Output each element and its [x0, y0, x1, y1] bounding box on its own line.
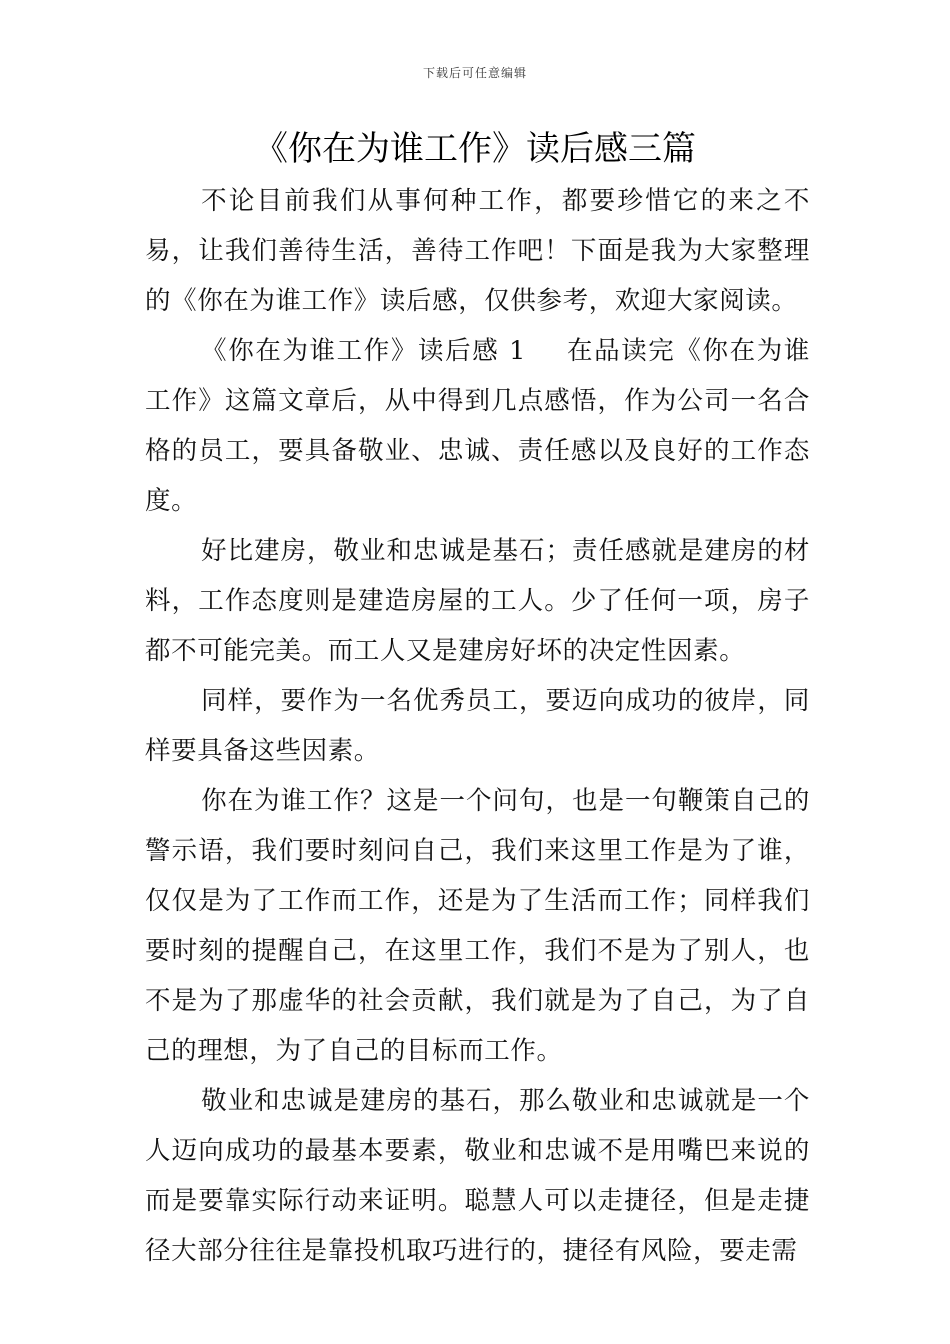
section-heading: 《你在为谁工作》读后感 1 [201, 336, 526, 366]
header-note: 下载后可任意编辑 [422, 66, 527, 80]
section-lead: 在品读完《你在为谁工 [145, 336, 810, 416]
paragraph-excellent-employee: 同样，要作为一名优秀员工，要迈向成功的彼岸，同样要具备这些因素。 [145, 686, 810, 766]
paragraph-dedication: 敬业和忠诚是建房的基石，那么敬业和忠诚就是一个人迈向成功的最基本要素，敬业和忠诚不是用嘴巴来说的而是要靠实际行动来证明。聪慧人可以走捷径，但是走捷径大部分往往是靠投机取巧进行的，捷径有风险，要走需 [145, 1086, 810, 1266]
paragraph-who-you-work-for: 你在为谁工作？这是一个问句，也是一句鞭策自己的警示语，我们要时刻问自己，我们来这里工作是为了谁，仅仅是为了工作而工作，还是为了生活而工作；同样我们要时刻的提醒自己，在这里工作，我们不是为了别人，也不是为了那虚华的社会贡献，我们就是为了自己，为了自己的理想，为了自己的目标而工作。 [145, 786, 810, 1066]
paragraph-building: 好比建房，敬业和忠诚是基石；责任感就是建房的材料，工作态度则是建造房屋的工人。少了任何一项，房子都不可能完美。而工人又是建房好坏的决定性因素。 [145, 536, 810, 666]
section-continuation: 作》这篇文章后，从中得到几点感悟，作为公司一名合格的员工，要具备敬业、忠诚、责任感以及良好的工作态度。 [145, 386, 810, 516]
paragraph-intro: 不论目前我们从事何种工作，都要珍惜它的来之不易，让我们善待生活，善待工作吧！下面是我为大家整理的《你在为谁工作》读后感，仅供参考，欢迎大家阅读。 [145, 186, 810, 316]
document-body [145, 176, 810, 1276]
paragraph-section-1 [145, 326, 810, 526]
document-title: 《你在为谁工作》读后感三篇 [254, 129, 696, 169]
